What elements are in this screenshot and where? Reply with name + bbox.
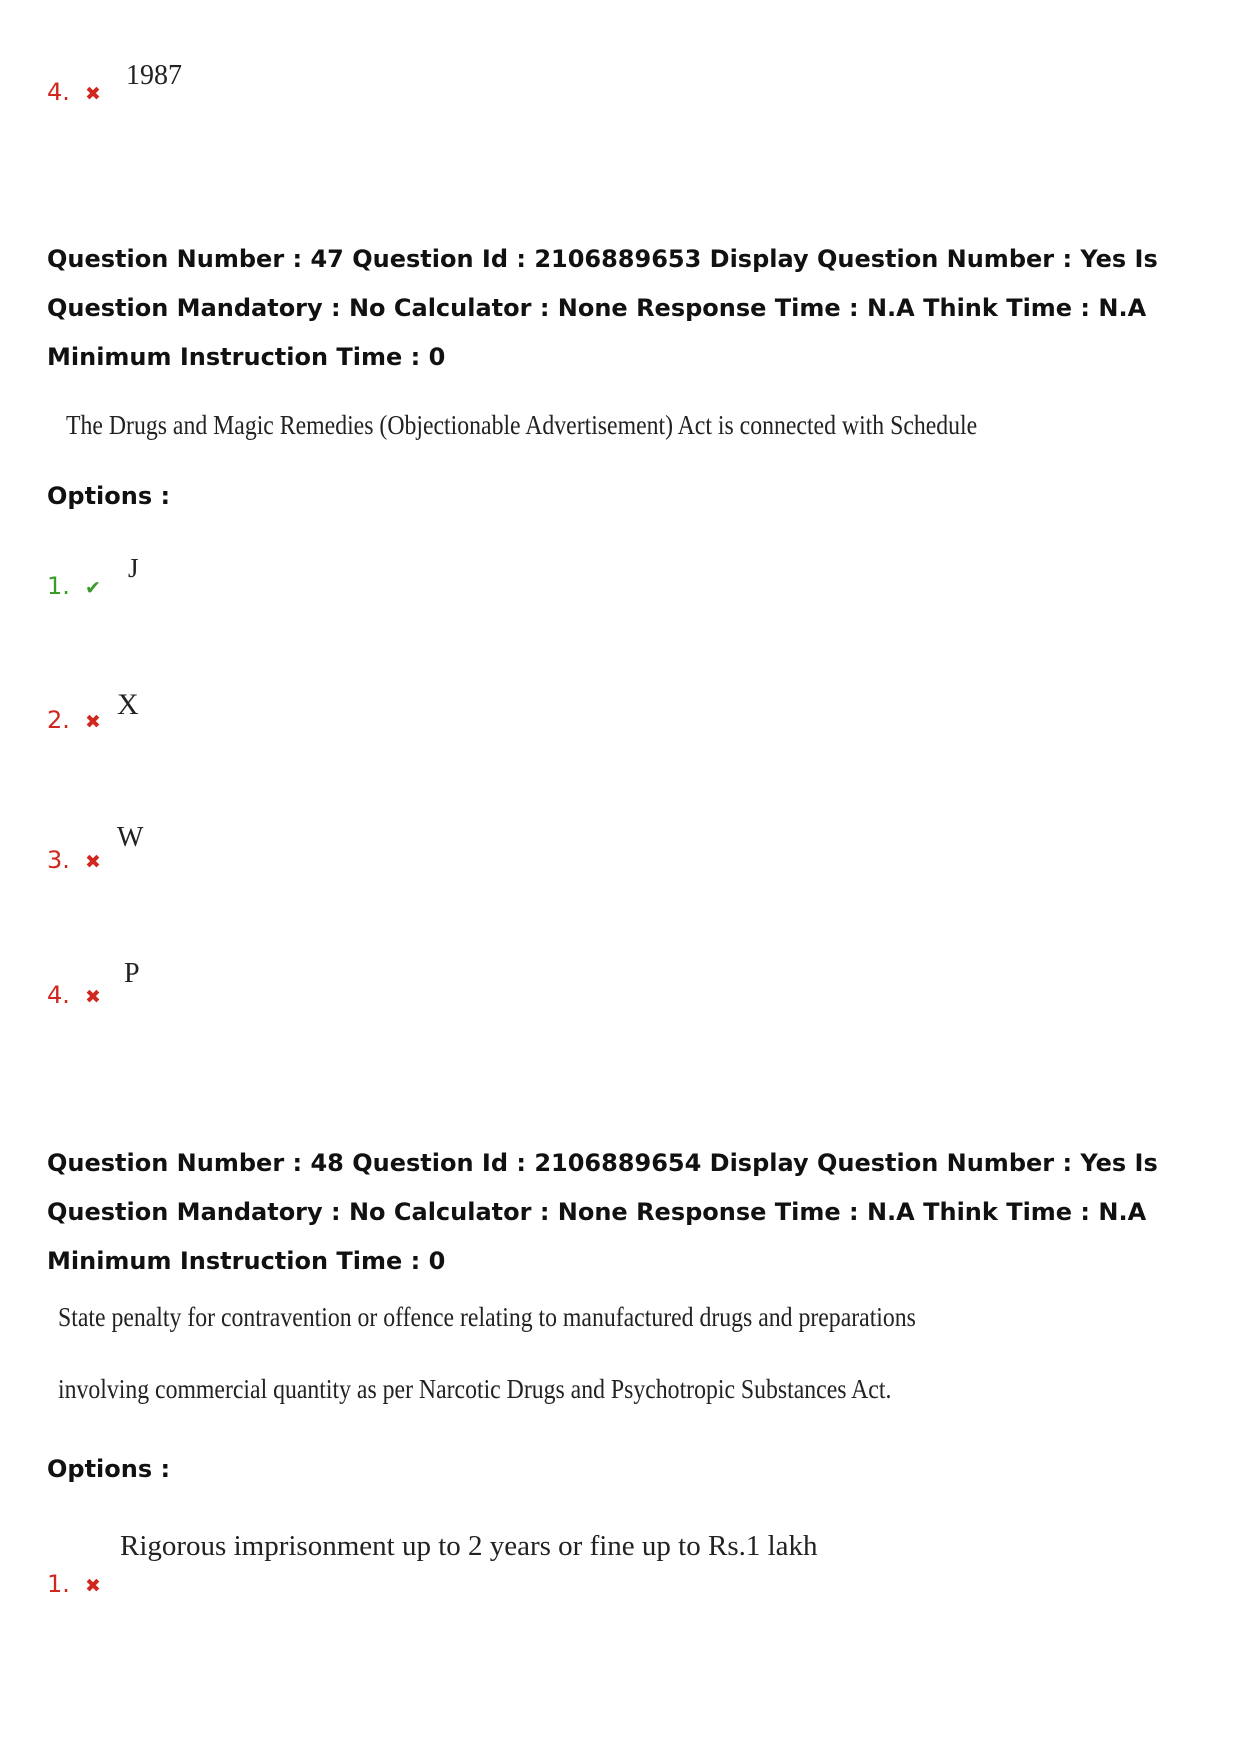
option-text: J — [128, 553, 139, 583]
option-text: 1987 — [126, 60, 182, 91]
q47-option-4 — [47, 981, 101, 1009]
option-number: 4. — [47, 78, 70, 106]
wrong-cross-icon: ✖ — [85, 711, 101, 733]
options-label: Options : — [47, 1455, 171, 1483]
option-text: Rigorous imprisonment up to 2 years or fine up to Rs.1 lakh — [120, 1530, 818, 1562]
options-label: Options : — [47, 482, 171, 510]
q47-option-1 — [47, 572, 101, 600]
q48-option-1 — [47, 1570, 101, 1598]
option-number: 3. — [47, 846, 70, 874]
option-text: P — [124, 958, 140, 989]
question-48-header: Question Number : 48 Question Id : 2106889654 Display Question Number : Yes Is Question Mandatory : No Calculator : None Response Time : N.A Think Time : N.A Minimum Instruction Time : 0 — [47, 1149, 1158, 1275]
question-47-text: The Drugs and Magic Remedies (Objectionable Advertisement) Act is connected with Schedule — [66, 410, 978, 440]
option-text: W — [117, 822, 144, 853]
question-47-header: Question Number : 47 Question Id : 2106889653 Display Question Number : Yes Is Question Mandatory : No Calculator : None Response Time : N.A Think Time : N.A Minimum Instruction Time : 0 — [47, 245, 1158, 371]
option-text: X — [117, 688, 139, 721]
option-number: 1. — [47, 1570, 70, 1598]
correct-check-icon: ✔ — [85, 577, 101, 599]
prev-option-4 — [47, 78, 101, 106]
wrong-cross-icon: ✖ — [85, 1575, 101, 1597]
option-number: 1. — [47, 572, 70, 600]
wrong-cross-icon: ✖ — [85, 851, 101, 873]
option-number: 2. — [47, 706, 70, 734]
wrong-cross-icon: ✖ — [85, 986, 101, 1008]
question-48-text-line-2: involving commercial quantity as per Narcotic Drugs and Psychotropic Substances Act. — [58, 1374, 892, 1404]
q47-option-2 — [47, 706, 101, 734]
option-number: 4. — [47, 981, 70, 1009]
q47-option-3 — [47, 846, 101, 874]
question-48-text-line-1: State penalty for contravention or offence relating to manufactured drugs and preparations — [58, 1302, 916, 1332]
wrong-cross-icon: ✖ — [85, 83, 101, 105]
